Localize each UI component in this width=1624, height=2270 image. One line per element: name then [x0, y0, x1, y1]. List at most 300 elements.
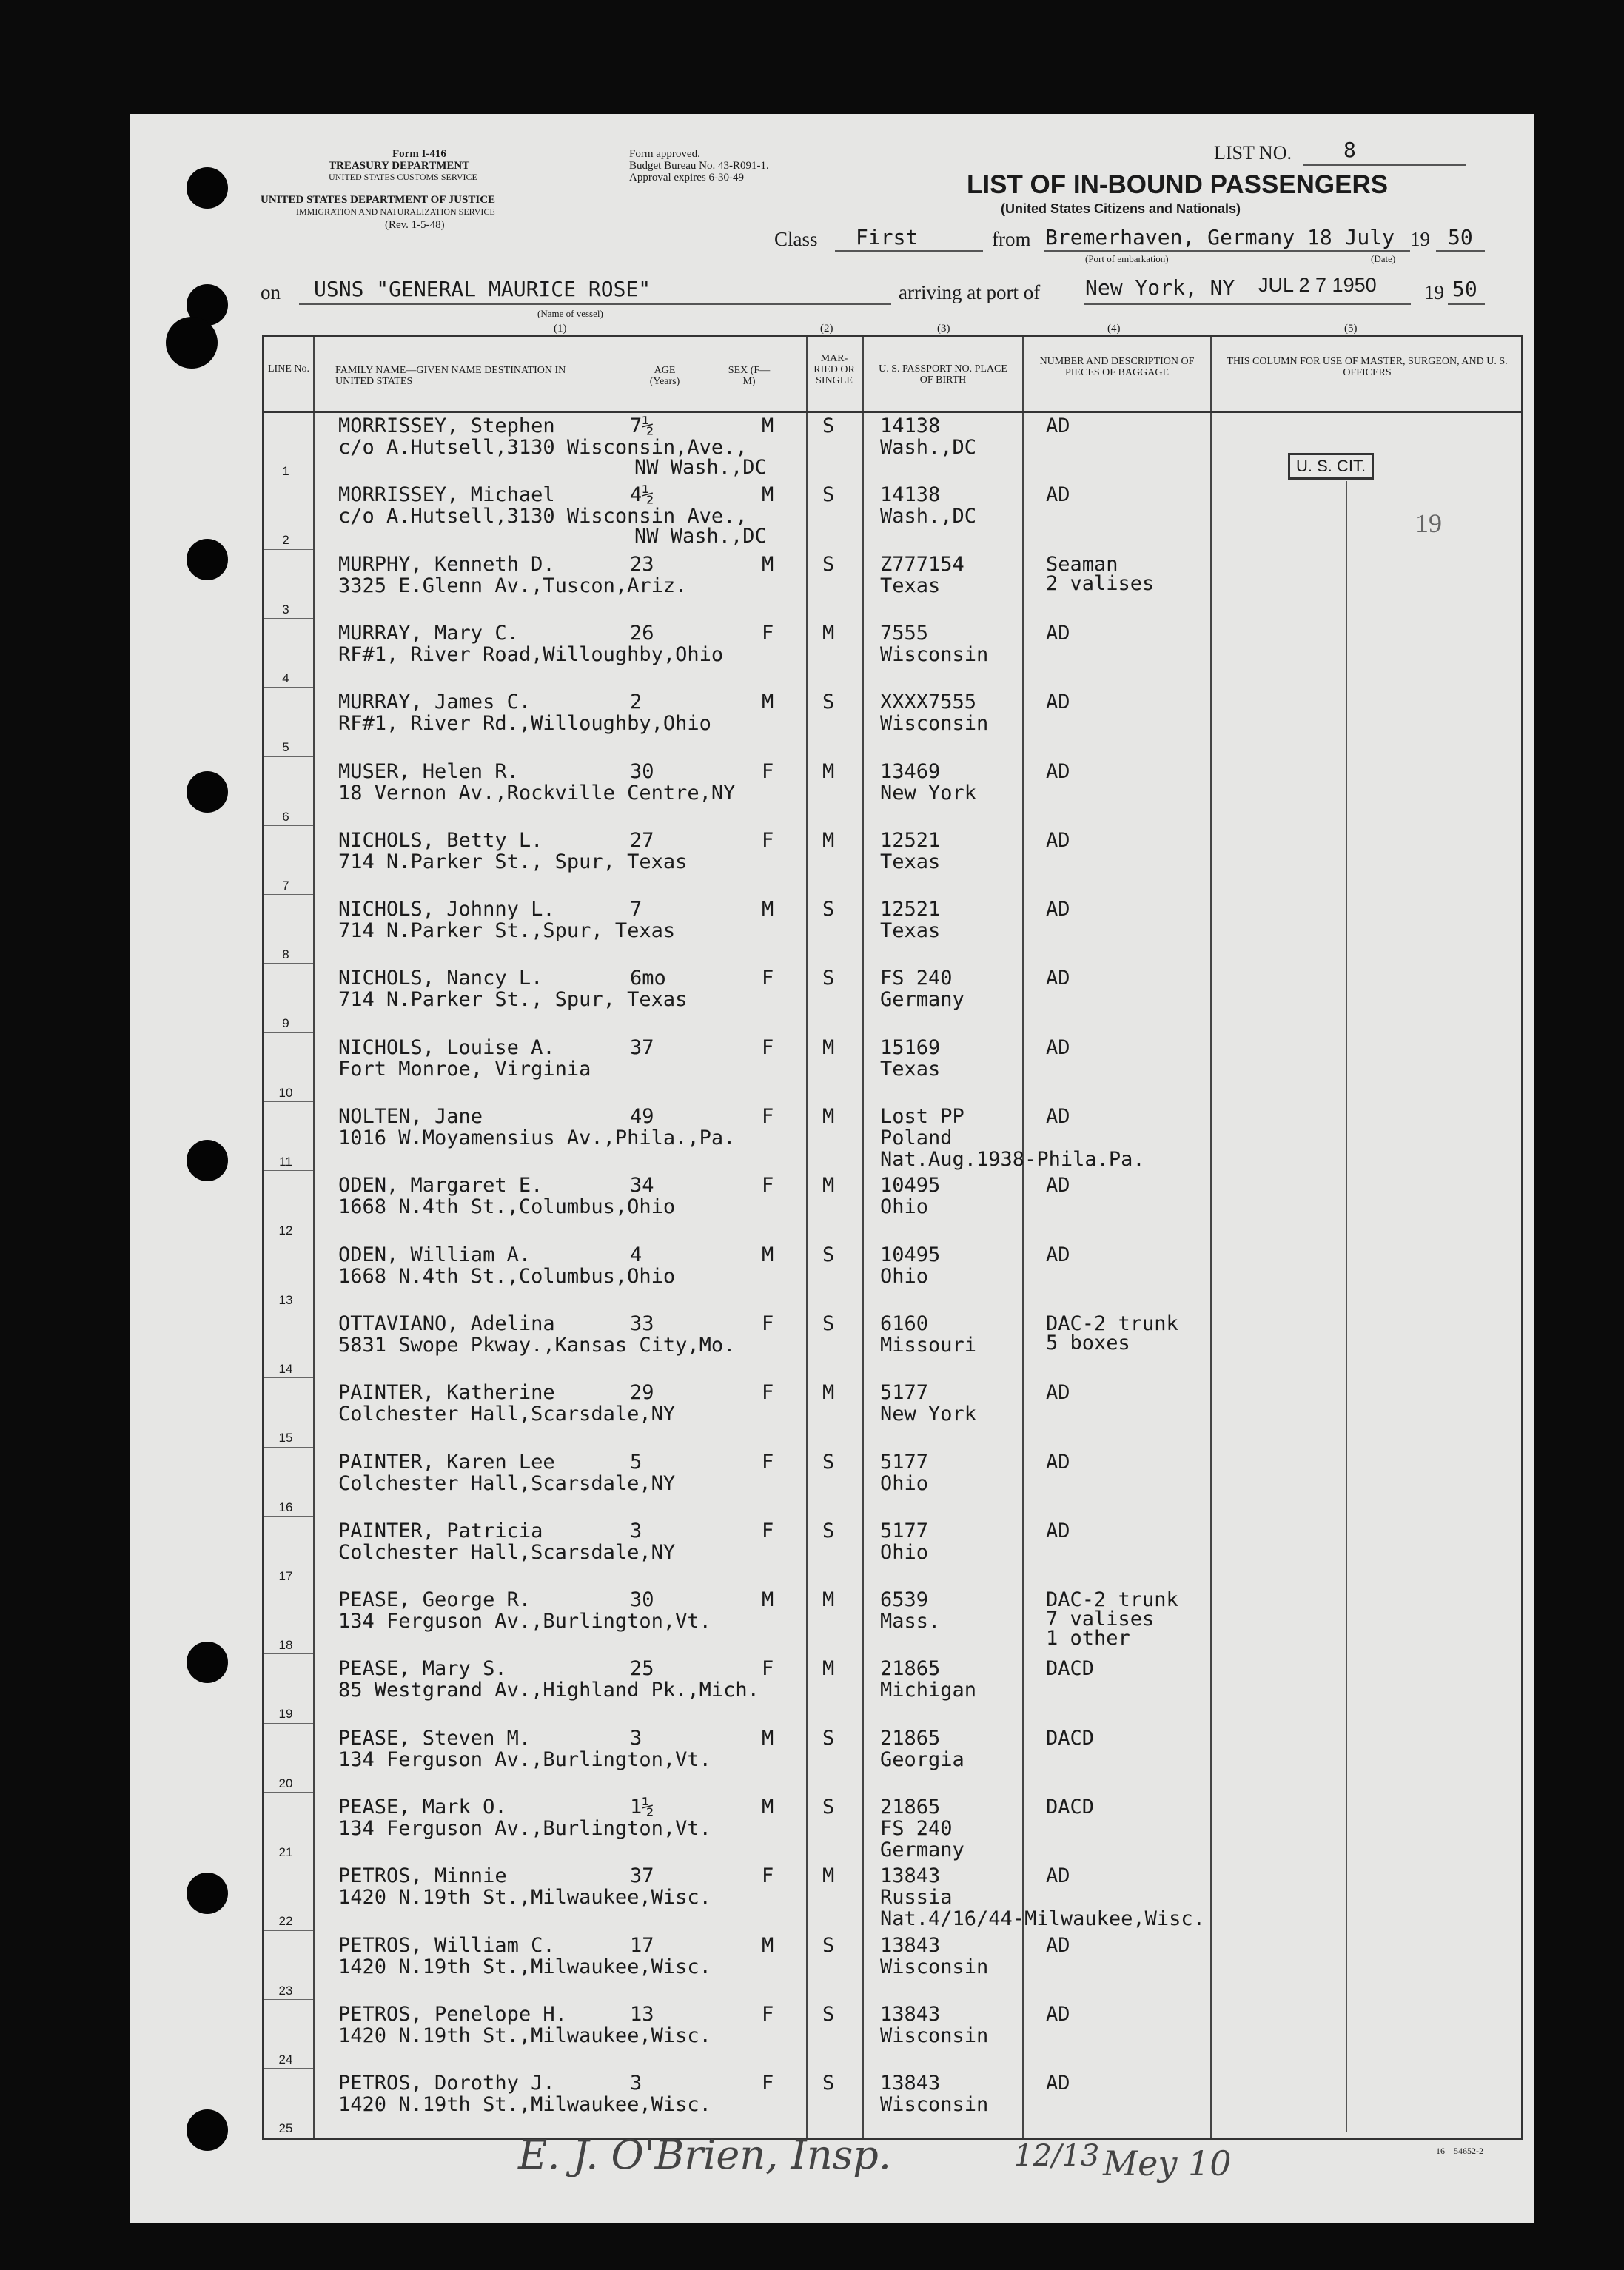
- marital-status: M: [822, 1174, 835, 1198]
- table-row: [264, 1101, 1521, 1170]
- arriving-label: arriving at port of: [899, 281, 1041, 303]
- arrival-year-prefix: 19: [1424, 281, 1444, 303]
- arrival-port: New York, NY: [1085, 275, 1235, 300]
- passenger-name: PEASE, Steven M.: [338, 1726, 531, 1750]
- place-of-birth: Wisconsin: [880, 642, 989, 666]
- table-row: [264, 1170, 1521, 1239]
- binder-hole-1: [187, 167, 228, 209]
- handwritten-initials: Mey 10: [1103, 2143, 1232, 2183]
- officer-check-line: [1346, 481, 1347, 2132]
- place-of-birth: Wisconsin: [880, 2093, 989, 2117]
- passenger-age: 6mo: [630, 967, 666, 990]
- destination-address: 18 Vernon Av.,Rockville Centre,NY: [338, 781, 736, 805]
- baggage: AD: [1046, 1933, 1070, 1957]
- binder-hole-8: [187, 1873, 228, 1914]
- passenger-age: 3: [630, 1726, 642, 1750]
- destination-address: 134 Ferguson Av.,Burlington,Vt.: [338, 1817, 711, 1840]
- row-divider: [264, 687, 313, 688]
- place-of-birth: Ohio: [880, 1264, 929, 1288]
- place-of-birth: Germany: [880, 988, 964, 1012]
- table-row: [264, 2068, 1521, 2137]
- destination-address: 1668 N.4th St.,Columbus,Ohio: [338, 1195, 676, 1219]
- baggage: AD: [1046, 1105, 1070, 1128]
- passenger-age: 30: [630, 759, 654, 783]
- approval-line-3: Approval expires 6-30-49: [629, 172, 744, 184]
- line-number: 6: [282, 809, 289, 824]
- passenger-name: PETROS, Dorothy J.: [338, 2072, 555, 2095]
- baggage: AD: [1046, 1450, 1070, 1474]
- form-footer-code: 16—54652-2: [1436, 2146, 1483, 2156]
- line-number: 1: [282, 464, 289, 478]
- table-row: [264, 825, 1521, 894]
- passenger-name: PETROS, Penelope H.: [338, 2002, 567, 2026]
- line-number: 13: [278, 1292, 293, 1307]
- passport-number: 21865: [880, 1657, 941, 1681]
- col-num-3: (3): [937, 323, 950, 335]
- destination-address: 714 N.Parker St., Spur, Texas: [338, 988, 688, 1012]
- marital-status: M: [822, 1657, 835, 1681]
- passenger-sex: F: [762, 1381, 774, 1405]
- passenger-age: 3: [630, 2072, 642, 2095]
- passenger-age: 27: [630, 828, 654, 852]
- destination-address: RF#1, River Rd.,Willoughby,Ohio: [338, 712, 711, 736]
- passenger-age: 37: [630, 1035, 654, 1059]
- marital-status: M: [822, 759, 835, 783]
- passenger-name: MUSER, Helen R.: [338, 759, 519, 783]
- table-row: [264, 1930, 1521, 1999]
- passenger-age: 5: [630, 1450, 642, 1474]
- passport-number: FS 240: [880, 967, 953, 990]
- destination-address-cont: NW Wash.,DC: [634, 456, 767, 479]
- form-subtitle: (United States Citizens and Nationals): [1001, 201, 1241, 216]
- table-row: [264, 1447, 1521, 1516]
- destination-address: 714 N.Parker St.,Spur, Texas: [338, 919, 676, 943]
- from-year-prefix: 19: [1410, 228, 1430, 250]
- marital-status: S: [822, 1933, 835, 1957]
- baggage: AD: [1046, 621, 1070, 645]
- passenger-age: 23: [630, 552, 654, 576]
- passport-number: 12521: [880, 898, 941, 921]
- baggage: AD: [1046, 1519, 1070, 1542]
- passenger-name: NICHOLS, Johnny L.: [338, 898, 555, 921]
- col-header-sex: SEX (F—M): [728, 365, 771, 387]
- table-row: [264, 963, 1521, 1032]
- row-divider: [264, 1516, 313, 1517]
- passenger-sex: M: [762, 691, 774, 714]
- passenger-name: PAINTER, Patricia: [338, 1519, 543, 1542]
- marital-status: S: [822, 691, 835, 714]
- baggage: AD: [1046, 1174, 1070, 1198]
- passport-number: 6160: [880, 1312, 929, 1335]
- place-of-birth: New York: [880, 781, 977, 805]
- passenger-sex: M: [762, 1588, 774, 1612]
- baggage-cont: 7 valises: [1046, 1608, 1155, 1631]
- passport-number: 21865: [880, 1726, 941, 1750]
- passport-number: 14138: [880, 414, 941, 437]
- row-divider: [264, 825, 313, 826]
- passenger-sex: F: [762, 1450, 774, 1474]
- line-number: 24: [278, 2052, 293, 2066]
- marital-status: M: [822, 1105, 835, 1128]
- ins-service: IMMIGRATION AND NATURALIZATION SERVICE: [296, 206, 495, 217]
- place-of-birth-cont: Germany: [880, 1839, 964, 1861]
- marital-status: M: [822, 1864, 835, 1888]
- passenger-age: 7½: [630, 414, 654, 437]
- passport-number: 10495: [880, 1243, 941, 1266]
- passenger-name: MORRISSEY, Michael: [338, 483, 555, 507]
- passport-number: 10495: [880, 1174, 941, 1198]
- passenger-sex: M: [762, 483, 774, 507]
- line-number: 9: [282, 1016, 289, 1031]
- passenger-sex: F: [762, 759, 774, 783]
- destination-address: 1420 N.19th St.,Milwaukee,Wisc.: [338, 2093, 711, 2117]
- form-number: Form I-416: [392, 148, 446, 160]
- passenger-age: 17: [630, 1933, 654, 1957]
- passenger-name: ODEN, Margaret E.: [338, 1174, 543, 1198]
- place-of-birth: Wisconsin: [880, 2024, 989, 2047]
- line-number: 3: [282, 602, 289, 617]
- passport-number: 13469: [880, 759, 941, 783]
- table-row: [264, 1516, 1521, 1585]
- passport-number: 15169: [880, 1035, 941, 1059]
- place-of-birth: Missouri: [880, 1333, 977, 1357]
- line-number: 14: [278, 1361, 293, 1376]
- passenger-sex: F: [762, 2072, 774, 2095]
- passenger-age: 29: [630, 1381, 654, 1405]
- marital-status: S: [822, 552, 835, 576]
- passenger-sex: M: [762, 898, 774, 921]
- col-num-5: (5): [1344, 323, 1358, 335]
- passenger-sex: F: [762, 967, 774, 990]
- destination-address-cont: NW Wash.,DC: [634, 525, 767, 548]
- passport-number: 5177: [880, 1519, 929, 1542]
- row-divider: [264, 1723, 313, 1724]
- passenger-name: MORRISSEY, Stephen: [338, 414, 555, 437]
- passport-number: 5177: [880, 1450, 929, 1474]
- customs-service: UNITED STATES CUSTOMS SERVICE: [329, 172, 477, 182]
- passenger-age: 4½: [630, 483, 654, 507]
- marital-status: M: [822, 1035, 835, 1059]
- passport-number: 12521: [880, 828, 941, 852]
- baggage: AD: [1046, 691, 1070, 714]
- from-label: from: [992, 228, 1031, 250]
- baggage: AD: [1046, 414, 1070, 437]
- col-header-passport: U. S. PASSPORT NO. PLACE OF BIRTH: [879, 363, 1007, 386]
- baggage: AD: [1046, 1243, 1070, 1266]
- place-of-birth: Wisconsin: [880, 1955, 989, 1978]
- date-caption: (Date): [1371, 253, 1396, 264]
- line-number: 15: [278, 1431, 293, 1445]
- baggage: AD: [1046, 967, 1070, 990]
- baggage: AD: [1046, 1381, 1070, 1405]
- passenger-sex: F: [762, 1105, 774, 1128]
- marital-status: S: [822, 1796, 835, 1819]
- passport-number: 6539: [880, 1588, 929, 1612]
- place-of-birth: FS 240: [880, 1817, 953, 1840]
- col-header-line: LINE No.: [268, 363, 309, 375]
- passenger-name: PAINTER, Katherine: [338, 1381, 555, 1405]
- passenger-age: 4: [630, 1243, 642, 1266]
- row-divider: [264, 1032, 313, 1033]
- passport-number: 14138: [880, 483, 941, 507]
- col-header-officers: THIS COLUMN FOR USE OF MASTER, SURGEON, AND U. S. OFFICERS: [1227, 356, 1508, 378]
- marital-status: S: [822, 1243, 835, 1266]
- place-of-birth: New York: [880, 1403, 977, 1426]
- marital-status: S: [822, 1519, 835, 1542]
- table-row: [264, 894, 1521, 963]
- destination-address: c/o A.Hutsell,3130 Wisconsin,Ave.,: [338, 436, 748, 459]
- passport-number: Z777154: [880, 552, 964, 576]
- baggage: DACD: [1046, 1796, 1095, 1819]
- row-divider: [264, 549, 313, 550]
- destination-address: 714 N.Parker St., Spur, Texas: [338, 850, 688, 873]
- col-header-baggage: NUMBER AND DESCRIPTION OF PIECES OF BAGGAGE: [1039, 356, 1195, 378]
- row-divider: [264, 1792, 313, 1793]
- line-number: 7: [282, 878, 289, 893]
- passenger-table: [262, 335, 1523, 2140]
- baggage: DACD: [1046, 1657, 1095, 1681]
- arrival-year: 50: [1452, 277, 1477, 301]
- from-year: 50: [1448, 225, 1473, 249]
- embarkation-value: Bremerhaven, Germany 18 July: [1045, 225, 1395, 249]
- baggage: AD: [1046, 828, 1070, 852]
- marital-status: S: [822, 898, 835, 921]
- table-row: [264, 756, 1521, 825]
- page-number: 19: [1415, 508, 1442, 538]
- passenger-sex: F: [762, 1035, 774, 1059]
- passenger-age: 34: [630, 1174, 654, 1198]
- col-header-name: FAMILY NAME—GIVEN NAME DESTINATION IN UNITED STATES: [335, 365, 566, 387]
- row-divider: [264, 1377, 313, 1378]
- baggage-cont-2: 1 other: [1046, 1627, 1130, 1651]
- col-num-1: (1): [554, 323, 567, 335]
- line-number: 11: [279, 1155, 292, 1169]
- table-row: [264, 687, 1521, 756]
- passenger-age: 7: [630, 898, 642, 921]
- table-row: [264, 1653, 1521, 1722]
- passport-number: 13843: [880, 2002, 941, 2026]
- binder-hole-7: [187, 1642, 228, 1683]
- marital-status: M: [822, 621, 835, 645]
- line-number: 25: [278, 2121, 293, 2136]
- col-num-4: (4): [1107, 323, 1121, 335]
- row-divider: [264, 1447, 313, 1448]
- line-number: 21: [278, 1845, 293, 1859]
- destination-address: 1420 N.19th St.,Milwaukee,Wisc.: [338, 1886, 711, 1910]
- destination-address: Colchester Hall,Scarsdale,NY: [338, 1471, 676, 1495]
- binder-hole-6: [187, 1140, 228, 1181]
- passport-number: 5177: [880, 1381, 929, 1405]
- passenger-age: 3: [630, 1519, 642, 1542]
- list-no-label: LIST NO.: [1214, 142, 1292, 164]
- marital-status: S: [822, 2002, 835, 2026]
- passenger-name: PEASE, George R.: [338, 1588, 531, 1612]
- table-row: [264, 1861, 1521, 1930]
- row-divider: [264, 1930, 313, 1931]
- destination-address: Colchester Hall,Scarsdale,NY: [338, 1540, 676, 1564]
- destination-address: 85 Westgrand Av.,Highland Pk.,Mich.: [338, 1679, 759, 1702]
- marital-status: S: [822, 483, 835, 507]
- passenger-name: OTTAVIANO, Adelina: [338, 1312, 555, 1335]
- place-of-birth: Texas: [880, 919, 941, 943]
- passenger-sex: F: [762, 1174, 774, 1198]
- passenger-name: NOLTEN, Jane: [338, 1105, 483, 1128]
- row-divider: [264, 618, 313, 619]
- passenger-age: 1½: [630, 1796, 654, 1819]
- passenger-name: MURPHY, Kenneth D.: [338, 552, 555, 576]
- form-revision: (Rev. 1-5-48): [385, 219, 445, 231]
- line-number: 16: [278, 1500, 293, 1514]
- passenger-name: PAINTER, Karen Lee: [338, 1450, 555, 1474]
- passenger-sex: F: [762, 1657, 774, 1681]
- line-number: 23: [278, 1983, 293, 1998]
- marital-status: S: [822, 967, 835, 990]
- place-of-birth: Poland: [880, 1126, 953, 1149]
- passenger-sex: F: [762, 1519, 774, 1542]
- passenger-sex: F: [762, 1864, 774, 1888]
- marital-status: S: [822, 1450, 835, 1474]
- baggage: AD: [1046, 898, 1070, 921]
- passenger-name: NICHOLS, Nancy L.: [338, 967, 543, 990]
- row-divider: [264, 894, 313, 895]
- binder-hole-4: [187, 539, 228, 580]
- naturalization-note: Nat.Aug.1938-Phila.Pa.: [880, 1148, 1145, 1171]
- place-of-birth: Georgia: [880, 1747, 964, 1771]
- passenger-age: 37: [630, 1864, 654, 1888]
- row-divider: [264, 756, 313, 757]
- place-of-birth: Ohio: [880, 1540, 929, 1564]
- col-num-2: (2): [820, 323, 833, 335]
- naturalization-note: Nat.4/16/44-Milwaukee,Wisc.: [880, 1907, 1205, 1931]
- line-number: 12: [278, 1223, 293, 1238]
- table-row: [264, 1032, 1521, 1101]
- passenger-sex: M: [762, 1933, 774, 1957]
- place-of-birth: Russia: [880, 1886, 953, 1910]
- destination-address: Fort Monroe, Virginia: [338, 1057, 591, 1081]
- passenger-name: PETROS, William C.: [338, 1933, 555, 1957]
- class-label: Class: [774, 228, 818, 250]
- marital-status: M: [822, 1588, 835, 1612]
- passenger-name: PEASE, Mark O.: [338, 1796, 507, 1819]
- list-no-value: 8: [1343, 138, 1356, 162]
- row-divider: [264, 2068, 313, 2069]
- line-number: 17: [278, 1568, 293, 1583]
- passenger-name: NICHOLS, Louise A.: [338, 1035, 555, 1059]
- baggage: DACD: [1046, 1726, 1095, 1750]
- place-of-birth: Ohio: [880, 1471, 929, 1495]
- passport-number: Lost PP: [880, 1105, 964, 1128]
- passenger-age: 25: [630, 1657, 654, 1681]
- passenger-sex: M: [762, 552, 774, 576]
- passenger-age: 49: [630, 1105, 654, 1128]
- binder-hole-9: [187, 2109, 228, 2151]
- passport-number: 13843: [880, 1864, 941, 1888]
- port-caption: (Port of embarkation): [1085, 253, 1169, 264]
- approval-line-1: Form approved.: [629, 148, 700, 160]
- table-row: [264, 1723, 1521, 1792]
- baggage: Seaman: [1046, 552, 1118, 576]
- passenger-name: MURRAY, Mary C.: [338, 621, 519, 645]
- passenger-name: MURRAY, James C.: [338, 691, 531, 714]
- baggage: AD: [1046, 2072, 1070, 2095]
- passenger-sex: M: [762, 1796, 774, 1819]
- binder-hole-5: [187, 771, 228, 813]
- table-row: [264, 549, 1521, 618]
- marital-status: S: [822, 2072, 835, 2095]
- form-title: LIST OF IN-BOUND PASSENGERS: [967, 170, 1389, 199]
- inspector-signature: E. J. O'Brien, Insp.: [518, 2132, 892, 2178]
- destination-address: 3325 E.Glenn Av.,Tuscon,Ariz.: [338, 574, 688, 597]
- passport-number: XXXX7555: [880, 691, 977, 714]
- passenger-age: 13: [630, 2002, 654, 2026]
- passenger-sex: F: [762, 828, 774, 852]
- approval-line-2: Budget Bureau No. 43-R091-1.: [629, 160, 769, 172]
- table-row: [264, 618, 1521, 687]
- line-number: 4: [282, 671, 289, 685]
- vessel-caption: (Name of vessel): [537, 308, 603, 319]
- table-row: [264, 1240, 1521, 1309]
- place-of-birth: Texas: [880, 850, 941, 873]
- date-note: 12/13: [1014, 2139, 1100, 2173]
- passenger-name: ODEN, William A.: [338, 1243, 531, 1266]
- place-of-birth: Texas: [880, 1057, 941, 1081]
- place-of-birth: Michigan: [880, 1679, 977, 1702]
- marital-status: M: [822, 1381, 835, 1405]
- line-number: 19: [278, 1707, 293, 1722]
- passport-number: 7555: [880, 621, 929, 645]
- treasury-dept: TREASURY DEPARTMENT: [329, 160, 470, 172]
- baggage: AD: [1046, 759, 1070, 783]
- line-number: 22: [278, 1914, 293, 1929]
- passenger-age: 30: [630, 1588, 654, 1612]
- table-row: [264, 1309, 1521, 1377]
- baggage: AD: [1046, 1864, 1070, 1888]
- baggage-cont: 5 boxes: [1046, 1331, 1130, 1354]
- line-number: 2: [282, 533, 289, 548]
- destination-address: 1668 N.4th St.,Columbus,Ohio: [338, 1264, 676, 1288]
- destination-address: c/o A.Hutsell,3130 Wisconsin Ave.,: [338, 505, 748, 528]
- place-of-birth: Wash.,DC: [880, 436, 977, 459]
- row-divider: [264, 1653, 313, 1654]
- destination-address: 134 Ferguson Av.,Burlington,Vt.: [338, 1747, 711, 1771]
- passenger-sex: M: [762, 414, 774, 437]
- baggage: AD: [1046, 2002, 1070, 2026]
- passenger-name: PETROS, Minnie: [338, 1864, 507, 1888]
- class-value: First: [856, 225, 919, 249]
- baggage: DAC-2 trunk: [1046, 1312, 1178, 1335]
- row-divider: [264, 1101, 313, 1102]
- place-of-birth: Texas: [880, 574, 941, 597]
- on-label: on: [261, 281, 281, 303]
- passenger-name: PEASE, Mary S.: [338, 1657, 507, 1681]
- destination-address: RF#1, River Road,Willoughby,Ohio: [338, 642, 724, 666]
- passport-number: 13843: [880, 1933, 941, 1957]
- destination-address: Colchester Hall,Scarsdale,NY: [338, 1403, 676, 1426]
- baggage: AD: [1046, 483, 1070, 507]
- passport-number: 21865: [880, 1796, 941, 1819]
- passenger-sex: F: [762, 1312, 774, 1335]
- passenger-name: NICHOLS, Betty L.: [338, 828, 543, 852]
- place-of-birth: Wisconsin: [880, 712, 989, 736]
- line-number: 20: [278, 1776, 293, 1790]
- passenger-age: 26: [630, 621, 654, 645]
- passenger-sex: F: [762, 2002, 774, 2026]
- row-divider: [264, 963, 313, 964]
- destination-address: 1420 N.19th St.,Milwaukee,Wisc.: [338, 2024, 711, 2047]
- destination-address: 1420 N.19th St.,Milwaukee,Wisc.: [338, 1955, 711, 1978]
- table-row: [264, 1377, 1521, 1446]
- passenger-age: 2: [630, 691, 642, 714]
